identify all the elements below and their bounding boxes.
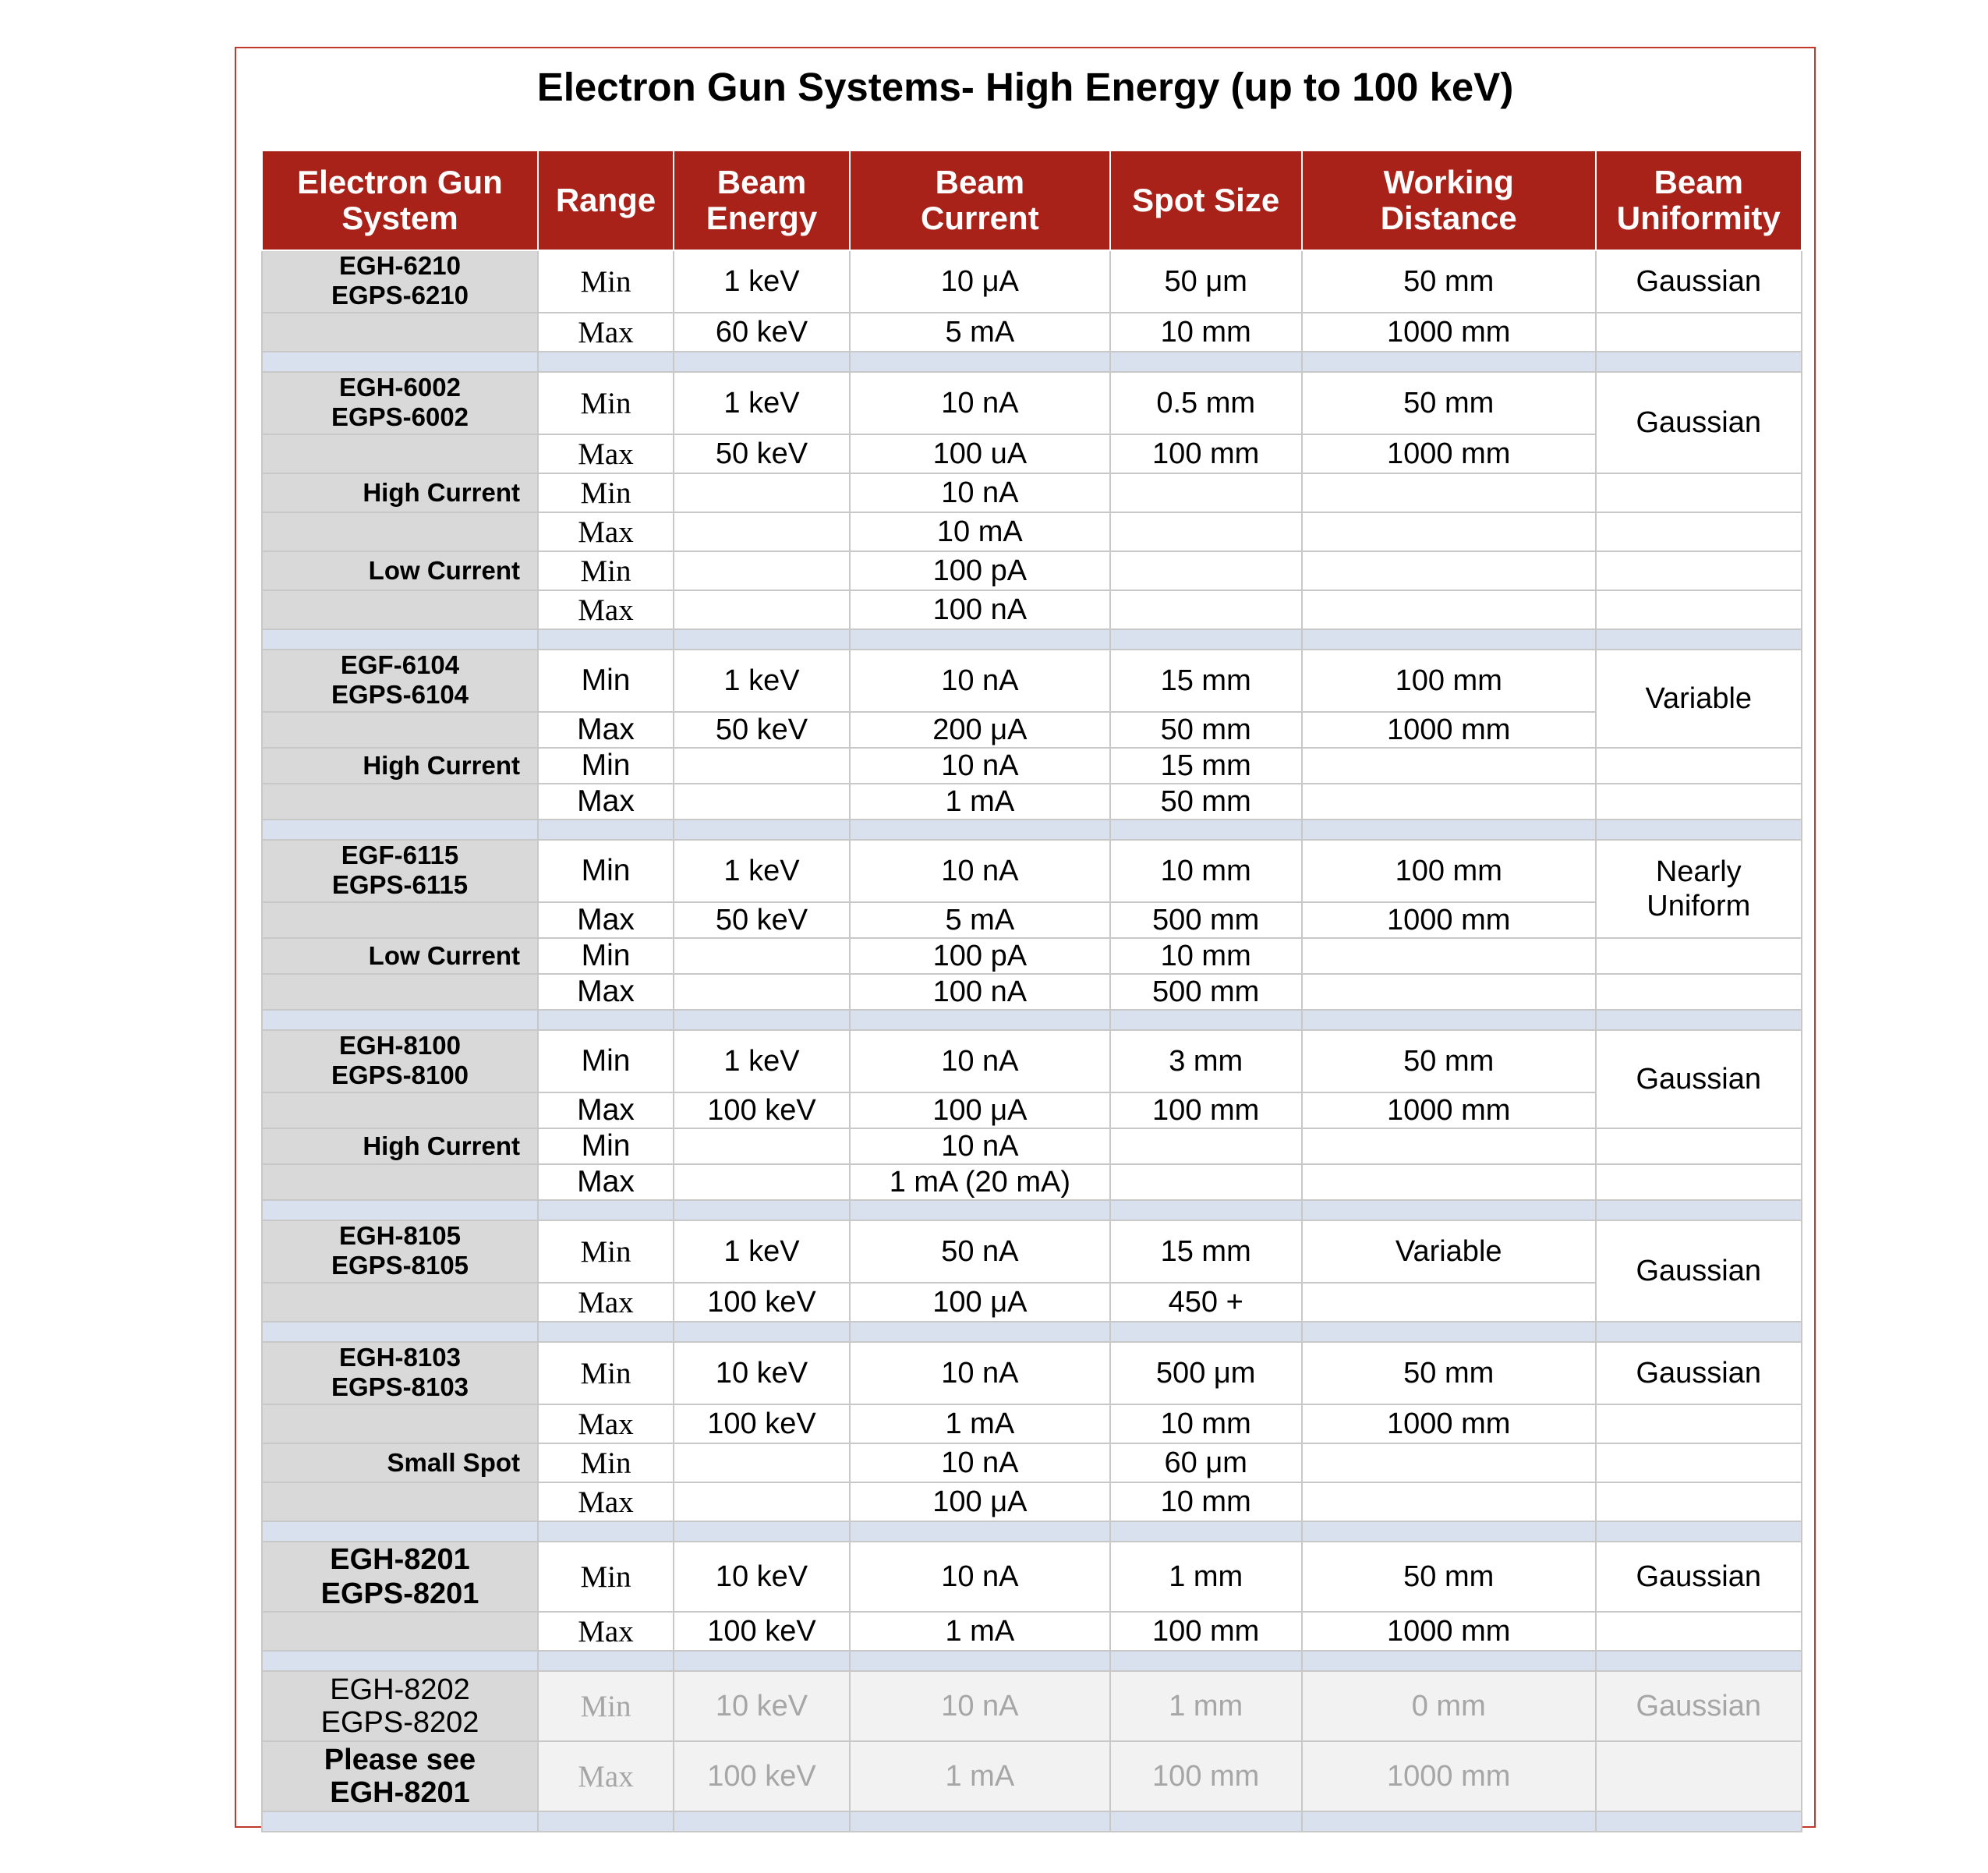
spot-cell: 450 + [1110,1283,1302,1322]
replacement-note: Please see EGH-8201 [262,1741,538,1811]
table-row [262,712,1802,748]
variant-label: Small Spot [262,1443,538,1482]
current-cell: 10 nA [850,1443,1110,1482]
distance-cell: 1000 mm [1302,1092,1596,1128]
energy-cell: 50 keV [674,434,850,473]
table-row [262,1092,1802,1128]
uniformity-cell: Gaussian [1596,1030,1802,1128]
energy-cell: 100 keV [674,1092,850,1128]
distance-cell: 1000 mm [1302,1612,1596,1651]
table-row [262,1128,1802,1164]
table-row [262,434,1802,473]
current-cell: 10 μA [850,250,1110,313]
separator-row [262,1200,1802,1220]
energy-cell: 10 keV [674,1671,850,1741]
spot-cell: 10 mm [1110,840,1302,902]
current-cell: 100 μA [850,1283,1110,1322]
table-row [262,902,1802,938]
uniformity-cell: Gaussian [1596,250,1802,313]
table-row [262,784,1802,820]
energy-cell: 1 keV [674,372,850,434]
range-min: Min [538,1128,674,1164]
distance-cell: 1000 mm [1302,313,1596,352]
uniformity-cell: Nearly Uniform [1596,840,1802,938]
separator-row [262,820,1802,840]
current-cell: 10 nA [850,840,1110,902]
range-max: Max [538,1612,674,1651]
range-min: Min [538,1342,674,1404]
system-name-cell: EGH-8201 EGPS-8201 [262,1542,538,1612]
spot-cell: 500 μm [1110,1342,1302,1404]
variant-label: Low Current [262,938,538,974]
current-cell: 10 nA [850,650,1110,712]
energy-cell: 1 keV [674,840,850,902]
table-row [262,1542,1802,1612]
table-row [262,1671,1802,1741]
header-range: Range [538,150,674,250]
table-row [262,748,1802,784]
spot-cell: 500 mm [1110,902,1302,938]
distance-cell: 1000 mm [1302,1741,1596,1811]
separator-row [262,1651,1802,1671]
header-working-distance: Working Distance [1302,150,1596,250]
uniformity-cell: Gaussian [1596,372,1802,473]
table-row [262,1164,1802,1200]
distance-cell: Variable [1302,1220,1596,1283]
range-min: Min [538,650,674,712]
distance-cell: 100 mm [1302,840,1596,902]
energy-cell: 1 keV [674,650,850,712]
table-row [262,1482,1802,1521]
range-min: Min [538,473,674,512]
energy-cell: 100 keV [674,1404,850,1443]
table-row [262,1443,1802,1482]
distance-cell: 50 mm [1302,372,1596,434]
current-cell: 200 μA [850,712,1110,748]
spot-cell: 10 mm [1110,313,1302,352]
header-uniformity: Beam Uniformity [1596,150,1802,250]
current-cell: 10 nA [850,1342,1110,1404]
range-min: Min [538,551,674,590]
energy-cell: 60 keV [674,313,850,352]
distance-cell [1302,1283,1596,1322]
separator-row [262,1811,1802,1832]
range-max: Max [538,784,674,820]
range-min: Min [538,372,674,434]
current-cell: 1 mA [850,1741,1110,1811]
energy-cell: 1 keV [674,250,850,313]
spot-cell: 0.5 mm [1110,372,1302,434]
range-min: Min [538,748,674,784]
table-row [262,512,1802,551]
table-row [262,1741,1802,1811]
range-min: Min [538,1220,674,1283]
spot-cell: 50 mm [1110,784,1302,820]
range-min: Min [538,840,674,902]
specs-table [261,150,1802,1832]
separator-row [262,1322,1802,1342]
range-max: Max [538,1404,674,1443]
energy-cell: 100 keV [674,1612,850,1651]
current-cell: 5 mA [850,902,1110,938]
spot-cell: 3 mm [1110,1030,1302,1092]
system-name-cell: EGH-8103 EGPS-8103 [262,1342,538,1404]
current-cell: 10 nA [850,1671,1110,1741]
uniformity-cell: Gaussian [1596,1342,1802,1404]
range-max: Max [538,1164,674,1200]
distance-cell: 1000 mm [1302,434,1596,473]
distance-cell: 1000 mm [1302,1404,1596,1443]
range-max: Max [538,1482,674,1521]
current-cell: 100 pA [850,938,1110,974]
range-min: Min [538,938,674,974]
current-cell: 10 nA [850,1030,1110,1092]
spot-cell: 100 mm [1110,1741,1302,1811]
table-row [262,974,1802,1010]
spot-cell: 500 mm [1110,974,1302,1010]
distance-cell: 50 mm [1302,1542,1596,1612]
separator-row [262,1010,1802,1030]
system-name-cell: EGH-8105 EGPS-8105 [262,1220,538,1283]
header-current: Beam Current [850,150,1110,250]
current-cell: 100 pA [850,551,1110,590]
range-min: Min [538,1671,674,1741]
spot-cell: 50 mm [1110,712,1302,748]
spot-cell: 10 mm [1110,938,1302,974]
spot-cell: 10 mm [1110,1404,1302,1443]
distance-cell: 1000 mm [1302,712,1596,748]
distance-cell: 50 mm [1302,1030,1596,1092]
current-cell: 1 mA [850,1612,1110,1651]
distance-cell: 1000 mm [1302,902,1596,938]
variant-label: High Current [262,473,538,512]
range-min: Min [538,1542,674,1612]
range-max: Max [538,902,674,938]
page-title: Electron Gun Systems- High Energy (up to 100 keV) [536,65,1514,109]
spot-cell: 60 μm [1110,1443,1302,1482]
current-cell: 50 nA [850,1220,1110,1283]
header-row [262,150,1802,250]
distance-cell: 0 mm [1302,1671,1596,1741]
spot-cell: 100 mm [1110,1612,1302,1651]
system-name-cell: EGH-6210 EGPS-6210 [262,250,538,313]
variant-label: Low Current [262,551,538,590]
header-system: Electron Gun System [262,150,538,250]
current-cell: 100 uA [850,434,1110,473]
energy-cell: 50 keV [674,902,850,938]
spot-cell: 15 mm [1110,1220,1302,1283]
distance-cell: 50 mm [1302,1342,1596,1404]
system-name-cell: EGH-6002 EGPS-6002 [262,372,538,434]
table-row [262,1030,1802,1092]
current-cell: 10 nA [850,1128,1110,1164]
current-cell: 10 nA [850,748,1110,784]
range-min: Min [538,250,674,313]
header-spot-size: Spot Size [1110,150,1302,250]
system-name-cell: EGF-6115 EGPS-6115 [262,840,538,902]
current-cell: 1 mA [850,784,1110,820]
spot-cell: 10 mm [1110,1482,1302,1521]
table-row [262,840,1802,902]
uniformity-cell: Gaussian [1596,1671,1802,1741]
system-name-cell: EGF-6104 EGPS-6104 [262,650,538,712]
energy-cell: 1 keV [674,1220,850,1283]
spot-cell: 1 mm [1110,1542,1302,1612]
energy-cell: 100 keV [674,1741,850,1811]
table-row [262,938,1802,974]
current-cell: 100 μA [850,1092,1110,1128]
current-cell: 10 nA [850,372,1110,434]
spot-cell: 1 mm [1110,1671,1302,1741]
table-row [262,250,1802,313]
current-cell: 100 nA [850,974,1110,1010]
variant-label: High Current [262,748,538,784]
range-max: Max [538,974,674,1010]
range-max: Max [538,434,674,473]
spot-cell: 15 mm [1110,650,1302,712]
energy-cell: 10 keV [674,1542,850,1612]
range-max: Max [538,1741,674,1811]
range-max: Max [538,1283,674,1322]
table-row [262,1612,1802,1651]
range-max: Max [538,590,674,629]
current-cell: 10 nA [850,1542,1110,1612]
separator-row [262,352,1802,372]
table-row [262,590,1802,629]
current-cell: 1 mA [850,1404,1110,1443]
energy-cell: 100 keV [674,1283,850,1322]
table-row [262,551,1802,590]
distance-cell: 50 mm [1302,250,1596,313]
table-row [262,1342,1802,1404]
table-row [262,473,1802,512]
uniformity-cell: Gaussian [1596,1542,1802,1612]
header-energy: Beam Energy [674,150,850,250]
range-max: Max [538,512,674,551]
energy-cell: 1 keV [674,1030,850,1092]
uniformity-cell: Variable [1596,650,1802,748]
energy-cell: 10 keV [674,1342,850,1404]
table-row [262,372,1802,434]
separator-row [262,1521,1802,1542]
energy-cell: 50 keV [674,712,850,748]
range-max: Max [538,712,674,748]
spot-cell: 100 mm [1110,1092,1302,1128]
range-max: Max [538,313,674,352]
table-row [262,1404,1802,1443]
document-frame [235,47,1816,1828]
distance-cell: 100 mm [1302,650,1596,712]
table-row [262,313,1802,352]
uniformity-cell: Gaussian [1596,1220,1802,1322]
current-cell: 100 μA [850,1482,1110,1521]
table-row [262,650,1802,712]
separator-row [262,629,1802,650]
range-max: Max [538,1092,674,1128]
spot-cell: 15 mm [1110,748,1302,784]
system-name-cell: EGH-8100 EGPS-8100 [262,1030,538,1092]
variant-label: High Current [262,1128,538,1164]
current-cell: 5 mA [850,313,1110,352]
current-cell: 100 nA [850,590,1110,629]
spot-cell: 50 μm [1110,250,1302,313]
range-min: Min [538,1030,674,1092]
table-row [262,1220,1802,1283]
system-name-cell: EGH-8202 EGPS-8202 [262,1671,538,1741]
spot-cell: 100 mm [1110,434,1302,473]
current-cell: 1 mA (20 mA) [850,1164,1110,1200]
current-cell: 10 mA [850,512,1110,551]
range-min: Min [538,1443,674,1482]
table-row [262,1283,1802,1322]
current-cell: 10 nA [850,473,1110,512]
